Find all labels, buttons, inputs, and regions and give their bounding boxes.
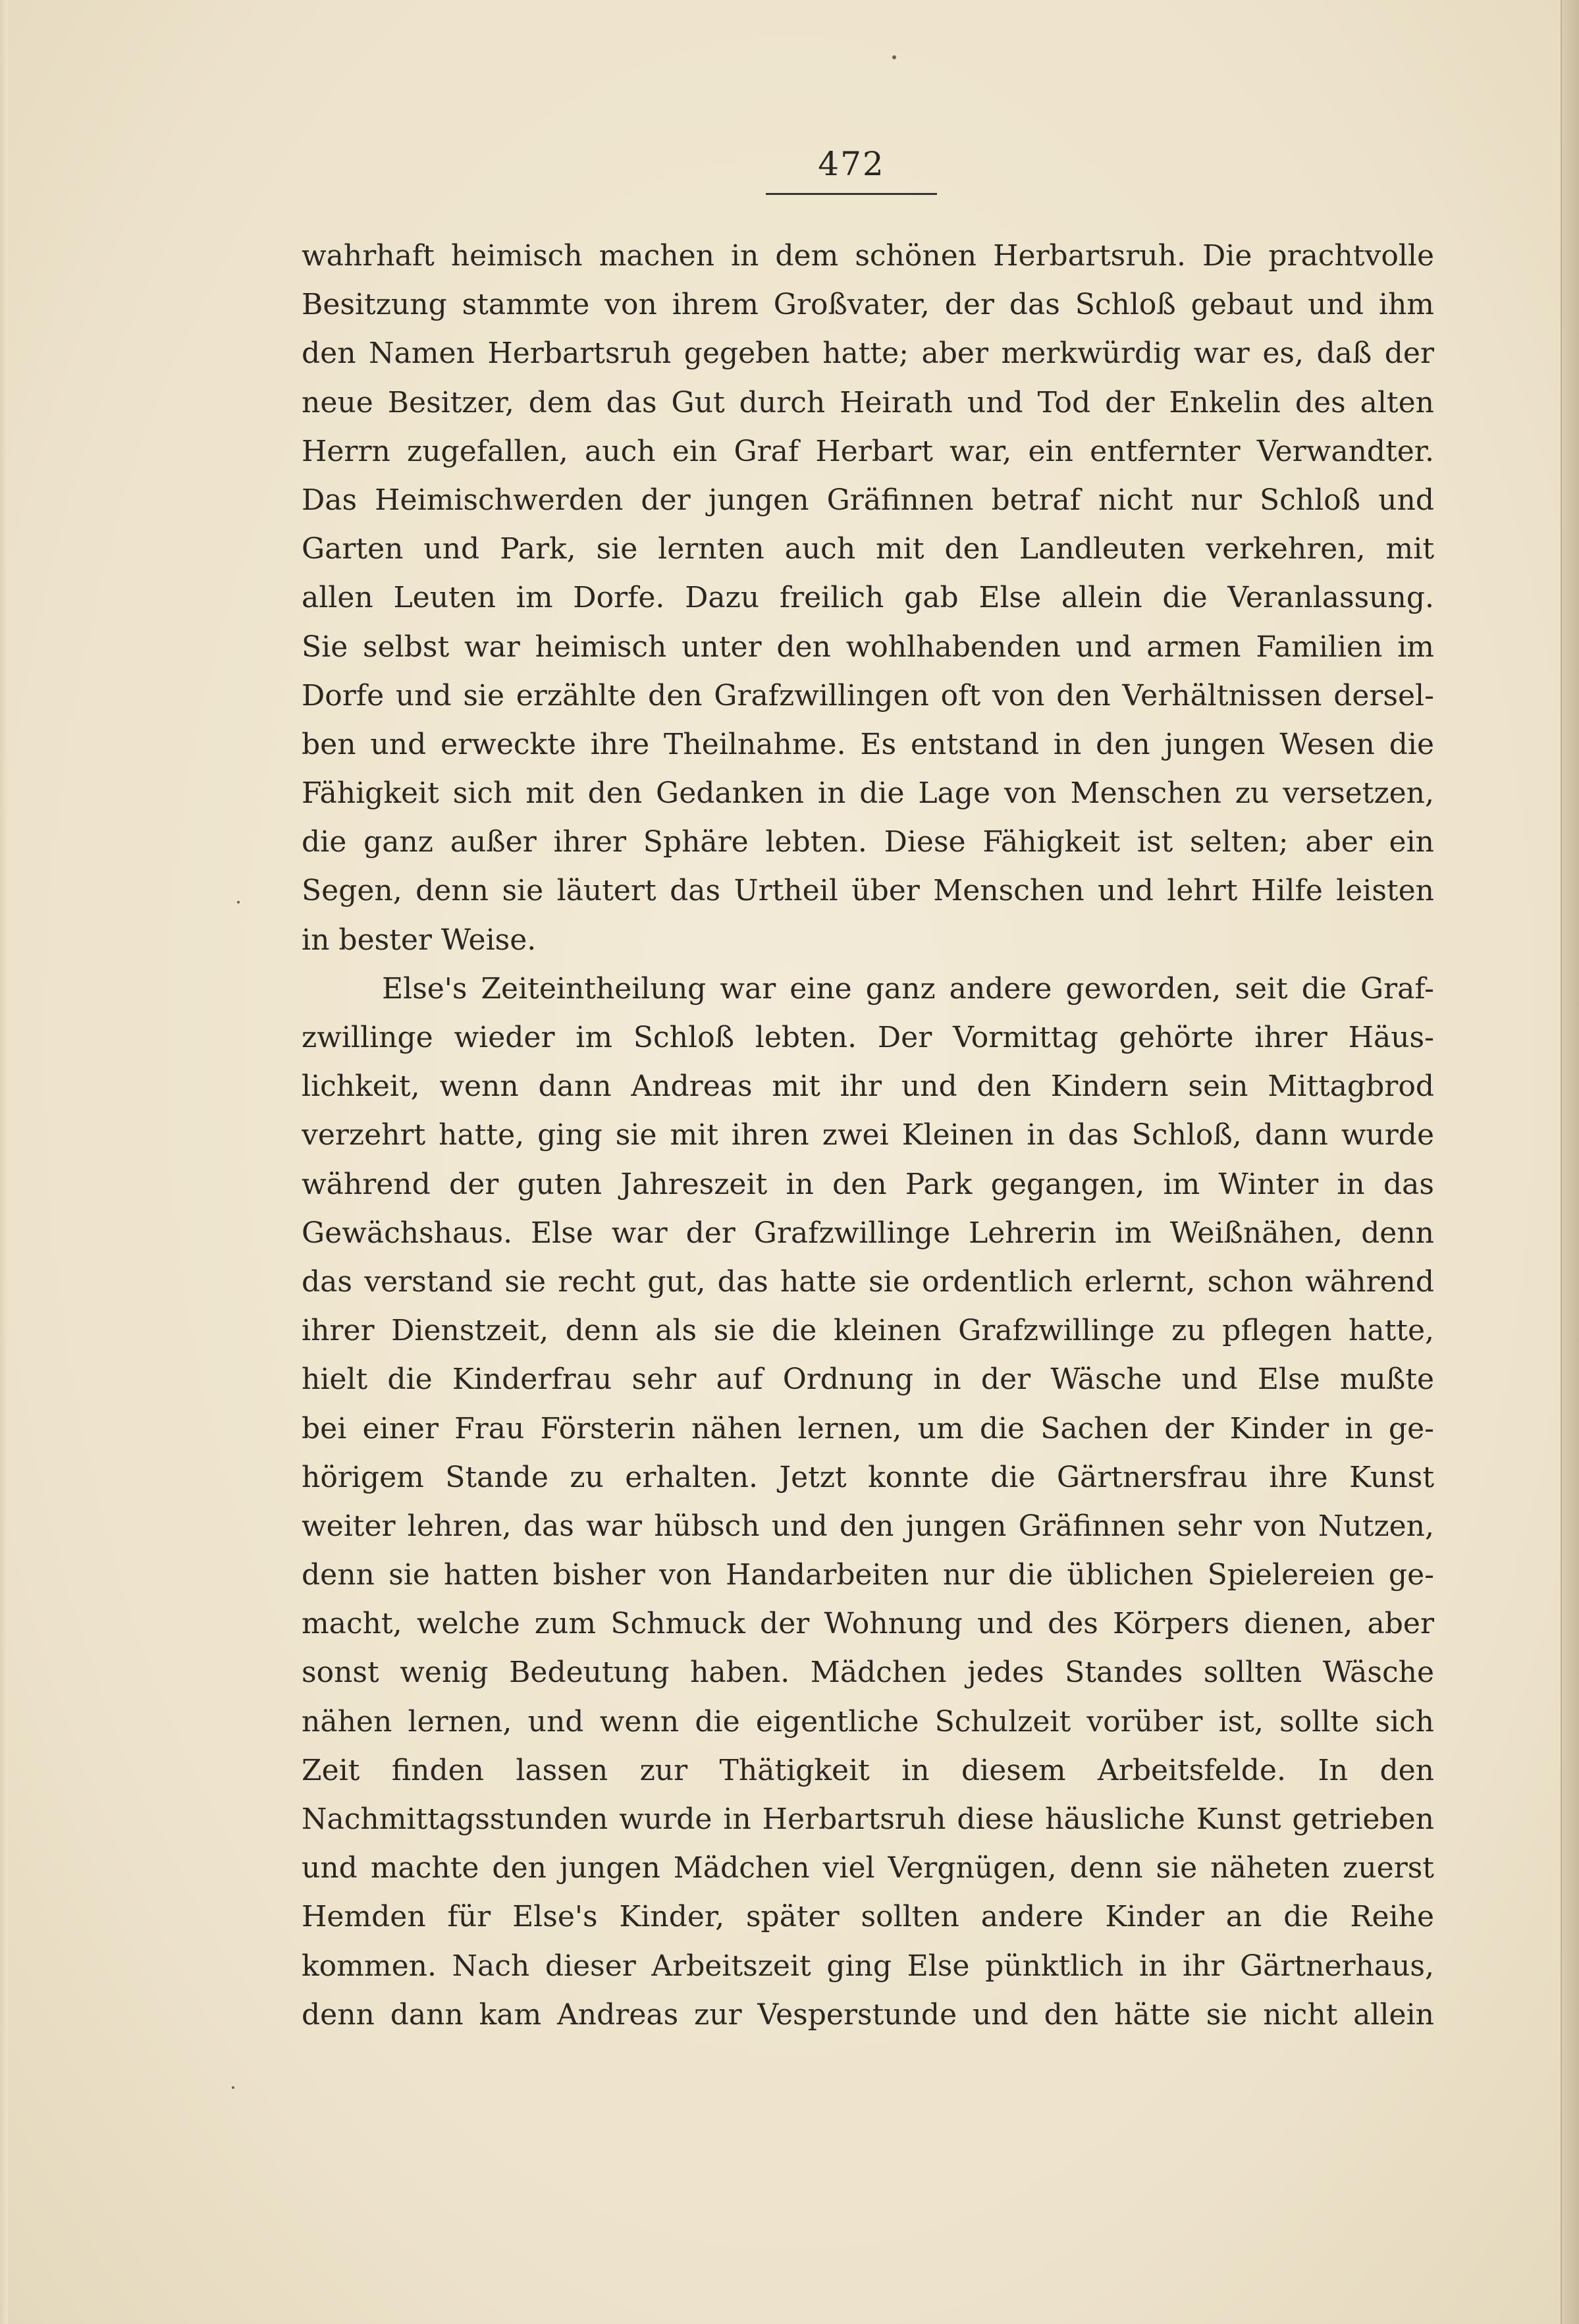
page-right-edge — [1561, 0, 1579, 2324]
text-line: Garten und Park, sie lernten auch mit den Landleuten verkehren, mit — [302, 532, 1434, 566]
text-line: Else's Zeiteintheilung war eine ganz andere geworden, seit die Graf- — [382, 971, 1434, 1006]
speck — [237, 901, 240, 904]
text-line: lichkeit, wenn dann Andreas mit ihr und den Kindern sein Mittagbrod — [302, 1069, 1434, 1104]
text-line: verzehrt hatte, ging sie mit ihren zwei Kleinen in das Schloß, dann wurde — [302, 1118, 1434, 1152]
text-line: hielt die Kinderfrau sehr auf Ordnung in der Wäsche und Else mußte — [302, 1363, 1434, 1397]
text-line: Hemden für Else's Kinder, später sollten andere Kinder an die Reihe — [302, 1900, 1434, 1934]
text-line: neue Besitzer, dem das Gut durch Heirath und Tod der Enkelin des alten — [302, 385, 1434, 419]
text-line: den Namen Herbartsruh gegeben hatte; aber merkwürdig war es, daß der — [302, 337, 1434, 371]
text-line: Zeit finden lassen zur Thätigkeit in diesem Arbeitsfelde. In den — [302, 1753, 1434, 1787]
text-line: Sie selbst war heimisch unter den wohlhabenden und armen Familien im — [302, 630, 1434, 664]
text-line: nähen lernen, und wenn die eigentliche Schulzeit vorüber ist, sollte sich — [302, 1704, 1434, 1739]
text-line: während der guten Jahreszeit in den Park gegangen, im Winter in das — [302, 1167, 1434, 1201]
text-line: Herrn zugefallen, auch ein Graf Herbart war, ein entfernter Verwandter. — [302, 434, 1434, 468]
header-rule — [766, 193, 937, 195]
text-line: und machte den jungen Mädchen viel Vergnügen, denn sie näheten zuerst — [302, 1851, 1434, 1885]
text-line: Dorfe und sie erzählte den Grafzwillingen oft von den Verhältnissen dersel- — [302, 678, 1434, 713]
text-line: Segen, denn sie läutert das Urtheil über Menschen und lehrt Hilfe leisten — [302, 874, 1434, 908]
page-left-edge — [0, 0, 8, 2324]
text-line: das verstand sie recht gut, das hatte sie ordentlich erlernt, schon während — [302, 1264, 1434, 1299]
text-line: Besitzung stammte von ihrem Großvater, der das Schloß gebaut und ihm — [302, 288, 1434, 322]
text-line: denn sie hatten bisher von Handarbeiten nur die üblichen Spielereien ge- — [302, 1558, 1434, 1592]
body-text — [302, 232, 1434, 2040]
text-line: allen Leuten im Dorfe. Dazu freilich gab Else allein die Veranlassung. — [302, 581, 1434, 615]
text-line: kommen. Nach dieser Arbeitszeit ging Else pünktlich in ihr Gärtnerhaus, — [302, 1949, 1434, 1983]
text-line: weiter lehren, das war hübsch und den jungen Gräfinnen sehr von Nutzen, — [302, 1509, 1434, 1543]
text-line: denn dann kam Andreas zur Vesperstunde und den hätte sie nicht allein — [302, 1997, 1434, 2032]
text-line: bei einer Frau Försterin nähen lernen, um die Sachen der Kinder in ge- — [302, 1411, 1434, 1446]
text-line: Gewächshaus. Else war der Grafzwillinge Lehrerin im Weißnähen, denn — [302, 1216, 1434, 1250]
text-line: in bester Weise. — [302, 923, 537, 957]
speck — [232, 2086, 234, 2089]
text-line: ihrer Dienstzeit, denn als sie die kleinen Grafzwillinge zu pflegen hatte, — [302, 1314, 1434, 1348]
speck — [892, 55, 896, 59]
text-line: sonst wenig Bedeutung haben. Mädchen jedes Standes sollten Wäsche — [302, 1656, 1434, 1690]
page-number: 472 — [818, 145, 885, 183]
text-line: Das Heimischwerden der jungen Gräfinnen betraf nicht nur Schloß und — [302, 483, 1434, 517]
text-line: ben und erweckte ihre Theilnahme. Es entstand in den jungen Wesen die — [302, 727, 1434, 761]
text-line: Fähigkeit sich mit den Gedanken in die Lage von Menschen zu versetzen, — [302, 776, 1434, 811]
text-line: hörigem Stande zu erhalten. Jetzt konnte die Gärtnersfrau ihre Kunst — [302, 1460, 1434, 1494]
text-line: Nachmittagsstunden wurde in Herbartsruh diese häusliche Kunst getrieben — [302, 1802, 1434, 1836]
text-line: wahrhaft heimisch machen in dem schönen Herbartsruh. Die prachtvolle — [302, 239, 1434, 273]
text-line: die ganz außer ihrer Sphäre lebten. Diese Fähigkeit ist selten; aber ein — [302, 825, 1434, 859]
text-line: macht, welche zum Schmuck der Wohnung und des Körpers dienen, aber — [302, 1607, 1434, 1641]
text-line: zwillinge wieder im Schloß lebten. Der Vormittag gehörte ihrer Häus- — [302, 1021, 1434, 1054]
